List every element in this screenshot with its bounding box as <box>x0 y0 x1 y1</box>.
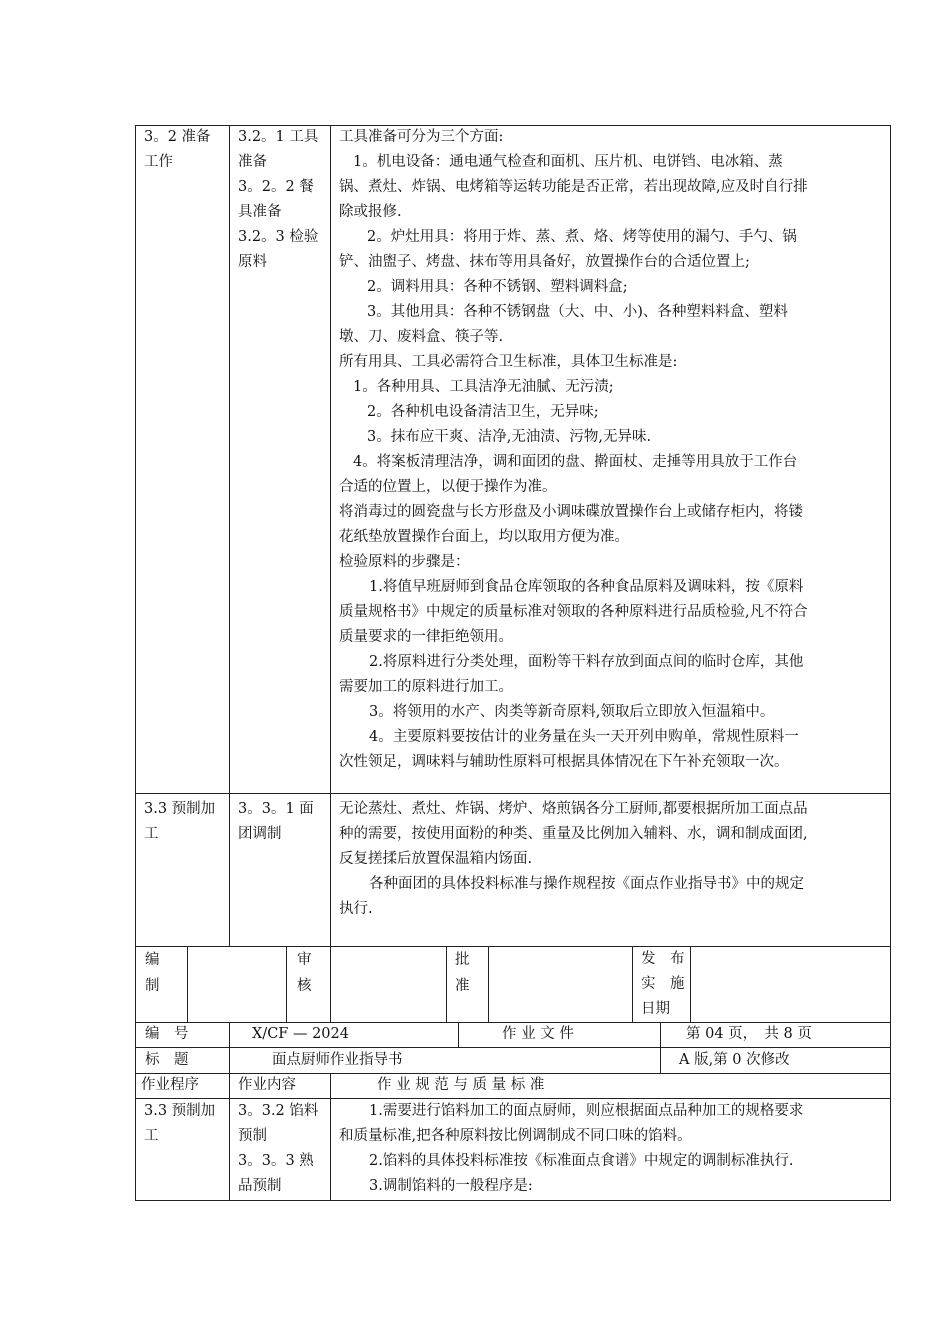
edit-label: 编 制 <box>145 952 160 994</box>
rule <box>660 1047 661 1073</box>
text-line: 需要加工的原料进行加工。 <box>339 679 513 695</box>
text-line: 所有用具、工具必需符合卫生标准，具体卫生标准是: <box>339 354 678 370</box>
title-label: 标 题 <box>145 1052 189 1068</box>
text-line: 无论蒸灶、煮灶、炸锅、烤炉、烙煎锅各分工厨师,都要根据所加工面点品 <box>339 801 808 817</box>
doc-type: 作 业 文 件 <box>502 1026 574 1042</box>
rule <box>229 125 230 946</box>
program-label: 3.3 预制加 工 <box>144 801 216 842</box>
text-line: 4。将案板清理洁净，调和面团的盘、擀面杖、走捶等用具放于工作台 <box>353 454 798 470</box>
text-line: 次性领足，调味料与辅助性原料可根据具体情况在下午补充领取一次。 <box>339 754 789 770</box>
title-value: 面点厨师作业指导书 <box>272 1052 403 1068</box>
rule <box>135 946 891 947</box>
rule <box>229 1073 230 1201</box>
standard-text <box>339 125 808 775</box>
text-line: 1。机电设备：通电通气检查和面机、压片机、电饼铛、电冰箱、蒸 <box>353 154 783 170</box>
text-line: 锅、煮灶、炸锅、电烤箱等运转功能是否正常，若出现故障,应及时自行排 <box>339 179 808 195</box>
rule <box>488 946 489 1022</box>
rule <box>330 125 331 946</box>
text-line: 2。调料用具：各种不锈钢、塑料调料盒; <box>367 279 628 295</box>
text-line: 3。抹布应干爽、洁净,无油渍、污物,无异味. <box>367 429 652 445</box>
text-line: 铲、油盥子、烤盘、抹布等用具备好，放置操作台的合适位置上; <box>339 254 750 270</box>
text-line: 3.调制馅料的一般程序是: <box>369 1178 533 1194</box>
rule <box>135 793 891 794</box>
rule <box>890 125 891 1201</box>
text-line: 将消毒过的圆瓷盘与长方形盘及小调味碟放置操作台上或储存柜内，将镂 <box>339 504 803 520</box>
rule <box>330 946 331 1022</box>
col-program: 作业程序 <box>141 1077 199 1093</box>
standard-text <box>339 1099 803 1199</box>
rule <box>660 1022 661 1047</box>
rule <box>632 946 633 1022</box>
rule <box>229 1047 230 1073</box>
publish-label: 发 布 实 施 日期 <box>641 951 685 1017</box>
rule <box>330 1073 331 1201</box>
revision: A 版,第 0 次修改 <box>679 1052 790 1068</box>
text-line: 质量要求的一律拒绝领用。 <box>339 629 513 645</box>
page-info: 第 04 页， 共 8 页 <box>686 1026 812 1042</box>
text-line: 2。炉灶用具：将用于炸、蒸、煮、烙、烤等使用的漏勺、手勺、锅 <box>367 229 797 245</box>
text-line: 合适的位置上，以便于操作为准。 <box>339 479 557 495</box>
text-line: 和质量标准,把各种原料按比例调制成不同口味的馅料。 <box>339 1128 692 1144</box>
text-line: 1。各种用具、工具洁净无油腻、无污渍; <box>353 379 614 395</box>
text-line: 3。其他用具：各种不锈钢盘（大、中、小)、各种塑料料盒、塑料 <box>367 304 788 320</box>
rule <box>286 946 287 1022</box>
program-label: 3.3 预制加 工 <box>144 1103 216 1144</box>
rule <box>135 1200 891 1201</box>
text-line: 质量规格书》中规定的质量标准对领取的各种原料进行品质检验,凡不符合 <box>339 604 808 620</box>
text-line: 各种面团的具体投料标准与操作规程按《面点作业指导书》中的规定 <box>369 876 804 892</box>
rule <box>458 1022 459 1047</box>
text-line: 执行. <box>339 901 373 917</box>
approve-label: 批 准 <box>455 952 470 994</box>
text-line: 检验原料的步骤是： <box>339 554 470 570</box>
number-label: 编 号 <box>145 1026 189 1042</box>
col-standard: 作 业 规 范 与 质 量 标 准 <box>377 1077 545 1093</box>
rule <box>690 946 691 1022</box>
text-line: 1.需要进行馅料加工的面点厨师，则应根据面点品种加工的规格要求 <box>369 1103 804 1119</box>
standard-text <box>339 797 808 922</box>
text-line: 反复搓揉后放置保温箱内饧面. <box>339 851 533 867</box>
text-line: 种的需要，按使用面粉的种类、重量及比例加入辅料、水，调和制成面团, <box>339 826 808 842</box>
number-value: X/CF — 2024 <box>252 1026 349 1042</box>
text-line: 2.馅料的具体投料标准按《标准面点食谱》中规定的调制标准执行. <box>369 1153 794 1169</box>
rule <box>187 946 188 1022</box>
text-line: 3。将领用的水产、肉类等新奇原料,领取后立即放入恒温箱中。 <box>369 704 775 720</box>
text-line: 墩、刀、废料盒、筷子等. <box>339 329 504 345</box>
text-line: 工具准备可分为三个方面: <box>339 129 504 145</box>
content-labels: 3.2。1 工具 准备 3。2。2 餐 具准备 3.2。3 检验 原料 <box>238 129 319 270</box>
review-label: 审 核 <box>297 952 312 994</box>
rule <box>135 125 136 1201</box>
text-line: 2.将原料进行分类处理，面粉等干料存放到面点间的临时仓库，其他 <box>369 654 804 670</box>
content-labels: 3。3。1 面 团调制 <box>238 801 314 842</box>
col-content: 作业内容 <box>238 1077 296 1093</box>
text-line: 除或报修. <box>339 204 402 220</box>
rule <box>446 946 447 1022</box>
rule <box>229 1022 230 1047</box>
content-labels: 3。3.2 馅料 预制 3。3。3 熟 品预制 <box>238 1103 319 1194</box>
program-label: 3。2 准备 工作 <box>144 129 211 170</box>
text-line: 花纸垫放置操作台面上，均以取用方便为准。 <box>339 529 629 545</box>
text-line: 1.将值早班厨师到食品仓库领取的各种食品原料及调味料，按《原料 <box>369 579 804 595</box>
text-line: 4。主要原料要按估计的业务量在头一天开列申购单，常规性原料一 <box>369 729 799 745</box>
text-line: 2。各种机电设备清洁卫生，无异味; <box>367 404 599 420</box>
